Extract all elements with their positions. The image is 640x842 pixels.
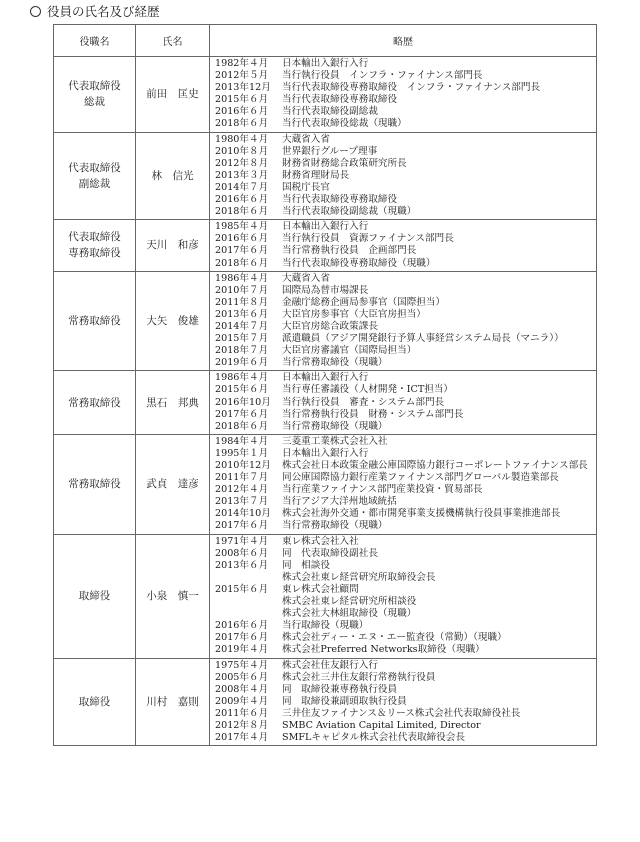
career-text: 財務省理財局長 [282, 169, 350, 181]
career-entry [215, 596, 596, 608]
officer-career [210, 220, 597, 271]
career-date: 1995年１月 [215, 447, 269, 459]
officer-name: 林 信光 [136, 132, 210, 220]
header-career: 略歴 [210, 25, 597, 57]
career-date: 1980年４月 [215, 133, 269, 145]
career-text: 当行常務取締役（現職） [282, 357, 388, 369]
table-row [54, 371, 597, 434]
career-date: 2013年６月 [215, 559, 269, 571]
career-entry [215, 448, 596, 460]
career-date: 2017年４月 [215, 732, 269, 744]
table-row [54, 271, 597, 371]
career-text: 当行執行役員 インフラ・ファイナンス部門長 [282, 70, 483, 82]
career-text: 株式会社三井住友銀行常務執行役員 [282, 671, 436, 683]
career-entry [215, 536, 596, 548]
career-entry [215, 357, 596, 369]
officer-career [210, 132, 597, 220]
career-entry [215, 397, 596, 409]
role-line: 常務取締役 [68, 478, 121, 491]
career-text: 当行執行役員 審査・システム部門長 [282, 396, 445, 408]
career-entry [215, 134, 596, 146]
role-line: 専務取締役 [68, 247, 121, 260]
career-entry [215, 273, 596, 285]
career-entry [215, 632, 596, 644]
role-line: 代表取締役 [68, 80, 121, 93]
career-text: 株式会社東レ経営研究所取締役会長 [282, 571, 436, 583]
career-entry [215, 508, 596, 520]
officer-career [210, 57, 597, 133]
section-heading [30, 4, 160, 20]
career-date: 2008年４月 [215, 683, 269, 695]
career-date: 2011年７月 [215, 472, 269, 484]
table-row [54, 57, 597, 133]
career-date: 1986年４月 [215, 272, 269, 284]
role-line: 代表取締役 [68, 231, 121, 244]
career-entry [215, 245, 596, 257]
officer-name: 黒石 邦典 [136, 371, 210, 434]
career-date: 1985年４月 [215, 221, 269, 233]
career-text: 派遣職員（アジア開発銀行予算人事経営システム局長（マニラ）） [282, 333, 564, 345]
career-text: 当行代表取締役副総裁 [282, 106, 378, 118]
table-row [54, 434, 597, 534]
table-row [54, 220, 597, 271]
table-row [54, 132, 597, 220]
career-text: 国税庁長官 [282, 181, 330, 193]
career-date: 2010年12月 [215, 460, 271, 471]
officer-name: 大矢 俊雄 [136, 271, 210, 371]
career-date: 2015年６月 [215, 94, 269, 106]
career-text: 株式会社海外交通・都市開発事業支援機構執行役員事業推進部長 [282, 508, 561, 520]
career-date: 2012年８月 [215, 157, 269, 169]
officer-name: 武貞 達彦 [136, 434, 210, 534]
officer-role [54, 132, 136, 220]
career-text: 同 取締役兼専務執行役員 [282, 683, 398, 695]
career-text: 同 代表取締役副社長 [282, 547, 378, 559]
career-entry [215, 696, 596, 708]
career-entry [215, 484, 596, 496]
career-entry [215, 560, 596, 572]
career-date: 2010年８月 [215, 145, 269, 157]
career-entry [215, 94, 596, 106]
career-text: 株式会社住友銀行入行 [282, 659, 378, 671]
officer-career [210, 371, 597, 434]
role-line: 常務取締役 [68, 396, 121, 409]
career-entry [215, 233, 596, 245]
career-text: 大蔵省入省 [282, 133, 330, 145]
career-text: 株式会社大林組取締役（現職） [282, 608, 417, 620]
career-entry [215, 684, 596, 696]
role-line: 副総裁 [78, 177, 111, 190]
table-row [54, 658, 597, 746]
career-date: 2015年７月 [215, 333, 269, 345]
officer-role [54, 434, 136, 534]
career-entry [215, 158, 596, 170]
career-entry [215, 206, 596, 218]
career-text: 三菱重工業株式会社入社 [282, 435, 388, 447]
career-text: 当行代表取締役専務取締役（現職） [282, 257, 436, 269]
table-row [54, 534, 597, 658]
role-line: 常務取締役 [68, 314, 121, 327]
career-text: 当行執行役員 資源ファイナンス部門長 [282, 233, 454, 245]
career-text: 当行代表取締役総裁（現職） [282, 118, 407, 130]
officer-name: 前田 匡史 [136, 57, 210, 133]
officer-role [54, 534, 136, 658]
career-date: 2017年６月 [215, 632, 269, 644]
career-date: 2015年６月 [215, 583, 269, 595]
career-date: 2008年６月 [215, 547, 269, 559]
career-date: 2018年６月 [215, 206, 269, 218]
career-entry [215, 309, 596, 321]
career-date: 2014年10月 [215, 508, 271, 520]
career-entry [215, 608, 596, 620]
career-text: 株式会社ディー・エヌ・エー監査役（常勤）（現職） [282, 632, 507, 644]
career-text: 当行産業ファイナンス部門産業投資・貿易部長 [282, 484, 483, 496]
career-entry [215, 572, 596, 584]
career-date: 2009年４月 [215, 695, 269, 707]
career-entry [215, 409, 596, 421]
career-text: 株式会社Preferred Networks取締役（現職） [282, 644, 485, 656]
career-entry [215, 82, 596, 94]
officer-role [54, 658, 136, 746]
officer-role [54, 57, 136, 133]
career-date: 2016年６月 [215, 106, 269, 118]
career-date: 2012年４月 [215, 484, 269, 496]
career-text: 当行常務取締役（現職） [282, 420, 388, 432]
header-name: 氏名 [136, 25, 210, 57]
career-date: 2013年３月 [215, 169, 269, 181]
career-text: 当行アジア大洋州地域統括 [282, 496, 397, 508]
career-text: 金融庁総務企画局参事官（国際担当） [282, 296, 446, 308]
career-date: 2017年６月 [215, 245, 269, 257]
career-text: 当行専任審議役（人材開発・ICT担当） [282, 384, 454, 396]
career-date: 2011年６月 [215, 707, 269, 719]
role-line: 代表取締役 [68, 161, 121, 174]
career-text: 当行取締役（現職） [282, 620, 369, 632]
career-date: 2018年６月 [215, 257, 269, 269]
career-text: 大臣官房総合政策課長 [282, 320, 378, 332]
career-date: 2010年７月 [215, 284, 269, 296]
career-text: 当行代表取締役専務取締役 [282, 94, 398, 106]
career-entry [215, 384, 596, 396]
career-entry [215, 660, 596, 672]
section-heading-text: 役員の氏名及び経歴 [47, 4, 160, 19]
career-entry [215, 520, 596, 532]
career-entry [215, 58, 596, 70]
career-entry [215, 584, 596, 596]
career-date: 2018年６月 [215, 420, 269, 432]
career-date: 1986年４月 [215, 372, 269, 384]
career-text: 当行代表取締役専務取締役 [282, 194, 398, 206]
career-text: 同公庫国際協力銀行産業ファイナンス部門グローバル製造業部長 [282, 472, 559, 484]
career-entry [215, 708, 596, 720]
career-date: 2014年７月 [215, 320, 269, 332]
career-date: 2013年７月 [215, 496, 269, 508]
career-date: 2017年６月 [215, 408, 269, 420]
career-entry [215, 472, 596, 484]
career-date: 1982年４月 [215, 58, 269, 69]
career-entry [215, 258, 596, 270]
career-date: 2019年６月 [215, 357, 269, 369]
career-date: 2017年６月 [215, 520, 269, 532]
career-entry [215, 345, 596, 357]
role-line: 取締役 [78, 590, 111, 603]
career-text: 大蔵省入省 [282, 272, 330, 284]
career-text: 世界銀行グループ理事 [282, 145, 378, 157]
career-date: 2012年８月 [215, 719, 269, 731]
career-date: 2018年７月 [215, 345, 269, 357]
career-date: 2012年５月 [215, 70, 269, 82]
career-entry [215, 672, 596, 684]
officer-role [54, 371, 136, 434]
officer-career [210, 658, 597, 746]
career-date: 1971年４月 [215, 535, 269, 547]
career-date: 2014年７月 [215, 181, 269, 193]
officer-name: 天川 和彦 [136, 220, 210, 271]
officer-role [54, 220, 136, 271]
career-date: 2015年６月 [215, 384, 269, 396]
career-text: 同 相談役 [282, 559, 330, 571]
career-text: 当行常務執行役員 企画部門長 [282, 245, 417, 257]
career-entry [215, 333, 596, 345]
career-entry [215, 620, 596, 632]
career-entry [215, 496, 596, 508]
officer-career [210, 434, 597, 534]
role-line: 取締役 [78, 695, 111, 708]
officers-table [53, 24, 597, 746]
career-text: 大臣官房審議官（国際局担当） [282, 345, 417, 357]
career-entry [215, 170, 596, 182]
career-text: SMFLキャピタル株式会社代表取締役会長 [282, 732, 465, 744]
role-line: 総裁 [84, 96, 105, 109]
career-text: 財務省財務総合政策研究所長 [282, 157, 407, 169]
career-date: 2016年10月 [215, 396, 271, 408]
career-date: 2005年６月 [215, 671, 269, 683]
career-text: 東レ株式会社入社 [282, 535, 359, 547]
career-entry [215, 460, 596, 472]
officer-name: 小泉 慎一 [136, 534, 210, 658]
career-text: 大臣官房参事官（大臣官房担当） [282, 308, 426, 320]
career-text: 三井住友ファイナンス＆リース株式会社代表取締役社長 [282, 707, 521, 719]
career-date: 2013年12月 [215, 82, 271, 94]
career-entry [215, 297, 596, 309]
career-entry [215, 720, 596, 732]
officer-name: 川村 嘉則 [136, 658, 210, 746]
career-date: 2018年６月 [215, 118, 269, 130]
career-text: 日本輸出入銀行入行 [282, 372, 369, 384]
career-text: 日本輸出入銀行入行 [282, 58, 369, 69]
career-date: 2016年６月 [215, 233, 269, 245]
career-text: 同 取締役兼副頭取執行役員 [282, 695, 407, 707]
career-date: 2016年６月 [215, 194, 269, 206]
career-entry [215, 436, 596, 448]
career-entry [215, 194, 596, 206]
career-date: 1984年４月 [215, 435, 269, 447]
career-text: 株式会社東レ経営研究所相談役 [282, 596, 417, 608]
circle-bullet-icon [30, 6, 41, 17]
career-entry [215, 732, 596, 744]
career-text: 当行常務執行役員 財務・システム部門長 [282, 408, 464, 420]
table-body [54, 57, 597, 746]
career-entry [215, 118, 596, 130]
career-entry [215, 70, 596, 82]
career-entry [215, 182, 596, 194]
officer-career [210, 534, 597, 658]
career-entry [215, 221, 596, 233]
career-entry [215, 548, 596, 560]
header-role: 役職名 [54, 25, 136, 57]
career-entry [215, 421, 596, 433]
career-entry [215, 644, 596, 656]
career-text: 当行常務取締役（現職） [282, 520, 388, 532]
career-entry [215, 372, 596, 384]
officer-career [210, 271, 597, 371]
officer-role [54, 271, 136, 371]
career-entry [215, 106, 596, 118]
career-text: 株式会社日本政策金融公庫国際協力銀行コーポレートファイナンス部長 [282, 460, 588, 471]
career-text: 日本輸出入銀行入行 [282, 221, 369, 233]
career-text: 国際局為替市場課長 [282, 284, 369, 296]
career-text: SMBC Aviation Capital Limited, Director [282, 719, 481, 731]
career-date: 2016年６月 [215, 620, 269, 632]
table-header-row [54, 25, 597, 57]
career-text: 東レ株式会社顧問 [282, 583, 359, 595]
career-entry [215, 285, 596, 297]
career-date: 2011年８月 [215, 296, 269, 308]
career-entry [215, 321, 596, 333]
career-text: 当行代表取締役専務取締役 インフラ・ファイナンス部門長 [282, 82, 541, 94]
career-date: 2013年６月 [215, 308, 269, 320]
career-text: 日本輸出入銀行入行 [282, 447, 369, 459]
career-entry [215, 146, 596, 158]
career-text: 当行代表取締役副総裁（現職） [282, 206, 417, 218]
career-date: 1975年４月 [215, 659, 269, 671]
career-date: 2019年４月 [215, 644, 269, 656]
